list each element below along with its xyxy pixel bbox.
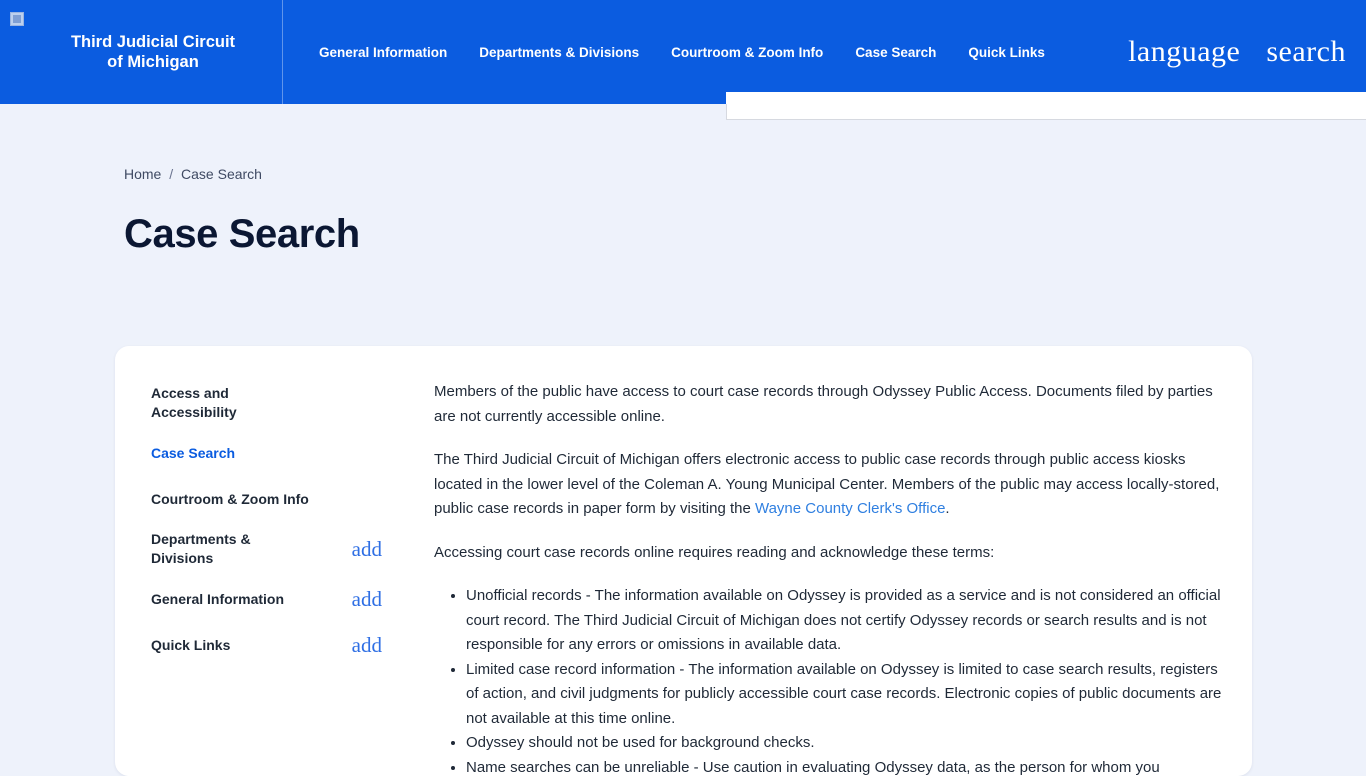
breadcrumb-current: Case Search [181,166,262,182]
list-item: • Name searches can be unreliable - Use caution in evaluating Odyssey data, as the person for whom you [466,756,1222,776]
case-search-content [404,346,1252,776]
sidebar-item-courtroom-zoom-info[interactable] [151,484,382,514]
list-item: • Odyssey should not be used for background checks. [466,731,1222,756]
breadcrumb-separator: / [169,166,173,182]
dropdown-panel-fragment-right [798,92,1366,104]
nav-item-courtroom-zoom-info[interactable]: Courtroom & Zoom Info [655,39,839,66]
sidebar-item-case-search[interactable] [151,438,382,468]
dropdown-panel-fragment [726,104,1366,120]
sidebar-item-quick-links[interactable] [151,630,382,660]
sidebar-item-label: General Information [151,590,284,609]
header-utilities [1128,0,1366,104]
search-icon[interactable]: search [1266,35,1346,69]
breadcrumb-home[interactable]: Home [124,166,161,182]
site-logo-link[interactable] [0,0,283,104]
paragraph-kiosks-period: . [945,500,949,517]
wayne-county-clerks-office-link[interactable]: Wayne County Clerk's Office [755,500,945,517]
list-item: • Unofficial records - The information available on Odyssey is provided as a service and is not considered an official court record. The Third Judicial Circuit of Michigan does not certify Odyssey records or search results and is not responsible for any errors or omissions in available data. [466,584,1222,658]
nav-item-case-search[interactable]: Case Search [839,39,952,66]
paragraph-kiosks [434,448,1222,522]
sidebar-item-label: Courtroom & Zoom Info [151,490,309,509]
dropdown-panel-fragment-left [726,92,798,104]
nav-item-departments-divisions[interactable]: Departments & Divisions [463,39,655,66]
paragraph-terms-intro: Accessing court case records online requires reading and acknowledge these terms: [434,541,1222,566]
site-title-line2: of Michigan [107,53,199,71]
sidebar-item-departments-divisions[interactable] [151,530,382,568]
sidebar-item-general-information[interactable] [151,584,382,614]
site-title-line1: Third Judicial Circuit [71,33,235,51]
paragraph-odyssey-access: Members of the public have access to court case records through Odyssey Public Access. Documents filed by parties are not currently accessible online. [434,380,1222,429]
expand-add-icon[interactable]: add [352,589,382,610]
expand-add-icon[interactable]: add [352,539,382,560]
sidebar-item-label: Access and Accessibility [151,384,311,422]
broken-image-icon [10,12,24,26]
nav-item-general-information[interactable]: General Information [303,39,463,66]
nav-item-quick-links[interactable]: Quick Links [952,39,1061,66]
expand-add-icon[interactable]: add [352,635,382,656]
section-side-navigation [115,346,404,776]
terms-list [434,584,1222,776]
content-card [115,346,1252,776]
paragraph-kiosks-text: The Third Judicial Circuit of Michigan offers electronic access to public case records through public access kiosks located in the lower level of the Coleman A. Young Municipal Center. Members of the public may access locally-stored, public case records in paper form by visiting the [434,451,1219,517]
page-title: Case Search [124,212,1366,257]
site-header [0,0,1366,104]
main-navigation [283,0,1128,104]
language-selector[interactable]: language [1128,35,1240,69]
sidebar-item-label: Case Search [151,444,235,463]
sidebar-item-access-and-accessibility[interactable] [151,384,382,422]
sidebar-item-label: Departments & Divisions [151,530,311,568]
sidebar-item-label: Quick Links [151,636,230,655]
breadcrumb [124,166,1366,182]
list-item: • Limited case record information - The information available on Odyssey is limited to case search results, registers of action, and civil judgments for publicly accessible court case records. Electronic copies of public documents are not available at this time online. [466,658,1222,732]
site-title [10,32,282,72]
